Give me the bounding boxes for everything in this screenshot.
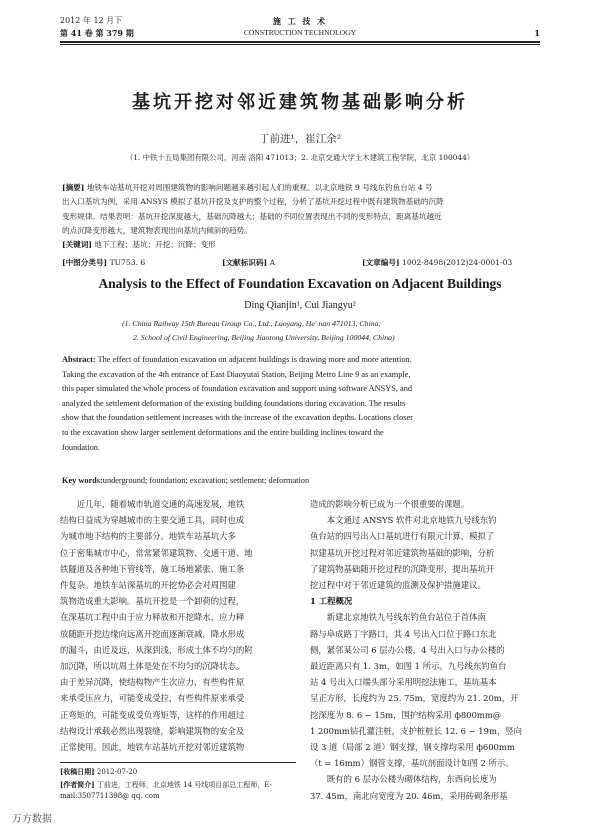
header-rule-bottom [60,44,540,45]
received-date: 2012-07-20 [96,768,138,776]
authors-cn: 丁前进¹，崔江余² [259,133,341,145]
body-line: 拟建基坑开挖过程对邻近建筑物基础的影响，分析 [310,547,495,558]
body-line: 挖深度为 8. 6 ~ 15m，围护结构采用 ф800mm@ [310,709,502,720]
footnote [60,766,300,803]
article-no: 1002-8498(2012)24-0001-03 [401,258,513,267]
body-right-column [310,496,546,804]
doc-code-label: [文献标识码] [222,258,268,267]
header-rule-top [60,41,540,43]
body-line: 加沉降，所以坑周土体是处在不均匀的沉降状态。 [60,661,245,672]
affiliation-en-1: (1. China Railway 15th Bureau Group Co., Ltd., Luoyang, He' nan 471013, China; [122,319,382,328]
footnote-rule [60,762,296,763]
page-number: 1 [534,28,540,38]
affiliation-en-2: 2. School of Civil Engineering, Beijing Jiaotong University, Beijing 100044, China) [133,333,395,342]
header-journal-cn: 施 工 技 术 [272,16,328,26]
abstract-en-line: analyzed the settlement deformation of the existing building foundations during excavation. The results [62,398,406,408]
keywords-en-label: Key words: [62,476,103,485]
received-label: [收稿日期] [60,767,95,776]
body-line: 位于密集城市中心，常常紧邻建筑物、交通干道、地 [60,547,253,558]
abstract-en-line: to the excavation show larger settlement deformations and the entire building inclines toward the [62,427,384,437]
authors-en: Ding Qianjin¹, Cui Jiangyu² [244,300,356,311]
body-line: 新建北京地铁九号线东钓鱼台站位于首体南 [326,612,486,623]
header-volume: 第 41 卷 第 379 期 [60,28,134,38]
body-line: 37. 45m，南北向宽度为 20. 46m，采用砖砌条形基 [310,790,508,801]
abstract-en-line: show that the foundation settlement increases with the increase of the excavation depths. Locations closer [62,413,413,423]
header-journal-en: CONSTRUCTION TECHNOLOGY [243,28,357,37]
section-heading: 1 工程概况 [310,596,353,607]
body-line: 造成的影响分析已成为一个很重要的课题。 [310,499,470,509]
body-line: 的漏斗，由近及远，从深到浅，形成土体不均匀的附 [60,644,253,655]
body-line: 放随距开挖边缘向远离开挖面逐渐衰减，降水形成 [60,628,245,639]
body-line: 来承受压应力，可能变成受拉，有些构件原来承受 [60,693,245,704]
keywords-cn: 地下工程；基坑；开挖；沉降；变形 [94,240,216,250]
body-line: 为城市地下结构的主要部分。地铁车站基坑大多 [60,531,236,542]
keywords-en-text: underground; foundation; excavation; settlement; deformation [102,476,310,485]
author-bio-label: [作者简介] [60,779,95,789]
body-line: 在深基坑工程中由于应力释放和开挖降水，应力释 [60,612,245,623]
abstract-en-label: Abstract: [62,355,96,364]
author-bio: 丁前进，工程师，北京地铁 14 号线项目部总工程师，E- [96,780,272,789]
paper-title-cn: 基坑开挖对邻近建筑物基础影响分析 [132,92,468,113]
abstract-cn-line: 变形规律。结果表明：基坑开挖深度越大，基础沉降越大；基础的不同位置表现出不同的变形特点，距离基坑越近 [62,211,442,221]
abstract-cn-line: 的点沉降变形越大，建筑物表现出向基坑内倾斜的趋势。 [62,225,252,235]
keywords-en [62,476,540,485]
body-line: 挖过程中对于邻近建筑的监测及保护措施建议。 [310,580,486,591]
body-line: 铁隧道及各种地下管线等，施工场地紧张、施工条 [60,563,245,574]
body-line: 近几年，随着城市轨道交通的高速发展，地铁 [76,499,245,509]
body-line: 站 4 号出入口端头部分采用明挖法施工，基坑基本 [310,677,497,688]
abstract-en [62,353,540,455]
abstract-cn-line: 出入口基坑为例，采用 ANSYS 模拟了基坑开挖及支护的整个过程，分析了基坑开挖过程中既有建筑物基础的沉降 [62,197,444,207]
abstract-en-line: this paper simulated the whole process of foundation excavation and support using software ANSYS, and [62,384,413,394]
body-line: 结构设计承载必然出现裂缝，影响建筑物的安全及 [60,725,245,736]
watermark: 万方数据 [12,814,52,825]
body-line: 正弯矩的，可能变成受负弯矩等，这样的作用超过 [60,709,245,720]
body-line: 设 3 道（局部 2 道）钢支撑，钢支撑均采用 ф600mm [310,742,515,753]
body-line: 筑物造成重大影响。基坑开挖是一个卸荷的过程， [60,596,245,607]
body-line: 本文通过 ANSYS 软件对北京地铁九号线东钓 [326,515,497,526]
abstract-cn-line: 地铁车站基坑开挖对周围建筑物的影响问题越来越引起人们的重视。以北京地铁 9 号线东钓鱼台站 4 号 [86,183,433,192]
abstract-en-line: The effect of foundation excavation on adjacent buildings is drawing more and more attention. [97,355,412,364]
body-line: 结构日益成为穿越城市的主要交通工具，同时也成 [60,515,245,526]
body-line: 侧，紧邻某公司 6 层办公楼，4 号出入口与办公楼的 [310,644,505,655]
paper-title-en: Analysis to the Effect of Foundation Excavation on Adjacent Buildings [98,276,502,291]
body-line: 了建筑物基础随开挖过程的沉降变形，提出基坑开 [310,563,495,574]
abstract-en-line: Taking the excavation of the 4th entrance of East Diaoyutai Station, Beijing Metro Line 9 as an example, [62,369,411,379]
body-line: （t = 16mm）钢管支撑，基坑剖面设计如图 2 所示。 [310,758,514,769]
body-line: 由于差异沉降，使结构物产生次应力，有些构件原 [60,677,245,688]
article-no-label: [文章编号] [362,258,400,267]
body-line: 最近距离只有 1. 3m，如图 1 所示。九号线东钓鱼台 [310,661,507,672]
clc-label: [中图分类号] [62,258,108,267]
body-line: 件复杂。地铁车站深基坑的开挖势必会对周围建 [60,580,236,591]
body-line: 既有的 6 层办公楼为砌体结构，东西向长度为 [326,774,497,785]
classification-cn [62,256,542,270]
abstract-cn [62,181,542,252]
keywords-cn-label: [关键词] [62,240,92,250]
body-line: 正常使用。因此，地铁车站基坑开挖对邻近建筑物 [60,742,245,753]
header-date: 2012 年 12 月下 [60,16,123,25]
body-line: 呈正方形，长度约为 25. 75m，宽度约为 21. 20m，开 [310,693,519,704]
abstract-en-line: foundation. [62,442,101,452]
body-line: 路与阜成路丁字路口，其 4 号出入口位于路口东北 [310,628,497,639]
doc-code: A [269,258,276,267]
body-line: 鱼台站的四号出入口基坑进行有限元计算，模拟了 [310,531,495,542]
clc-code: TU753. 6 [109,258,146,267]
author-email: mail:3507711398@ qq. com [60,792,160,800]
abstract-cn-label: [摘要] [62,183,85,192]
affiliations-cn: （1. 中铁十五局集团有限公司，河南 洛阳 471013；2. 北京交通大学土木建筑工程学院，北京 100044） [125,153,475,162]
body-line: 1 200mm钻孔灌注桩，支护桩桩长 12. 6 ~ 19m，竖向 [310,725,523,736]
body-left-column [60,496,296,755]
